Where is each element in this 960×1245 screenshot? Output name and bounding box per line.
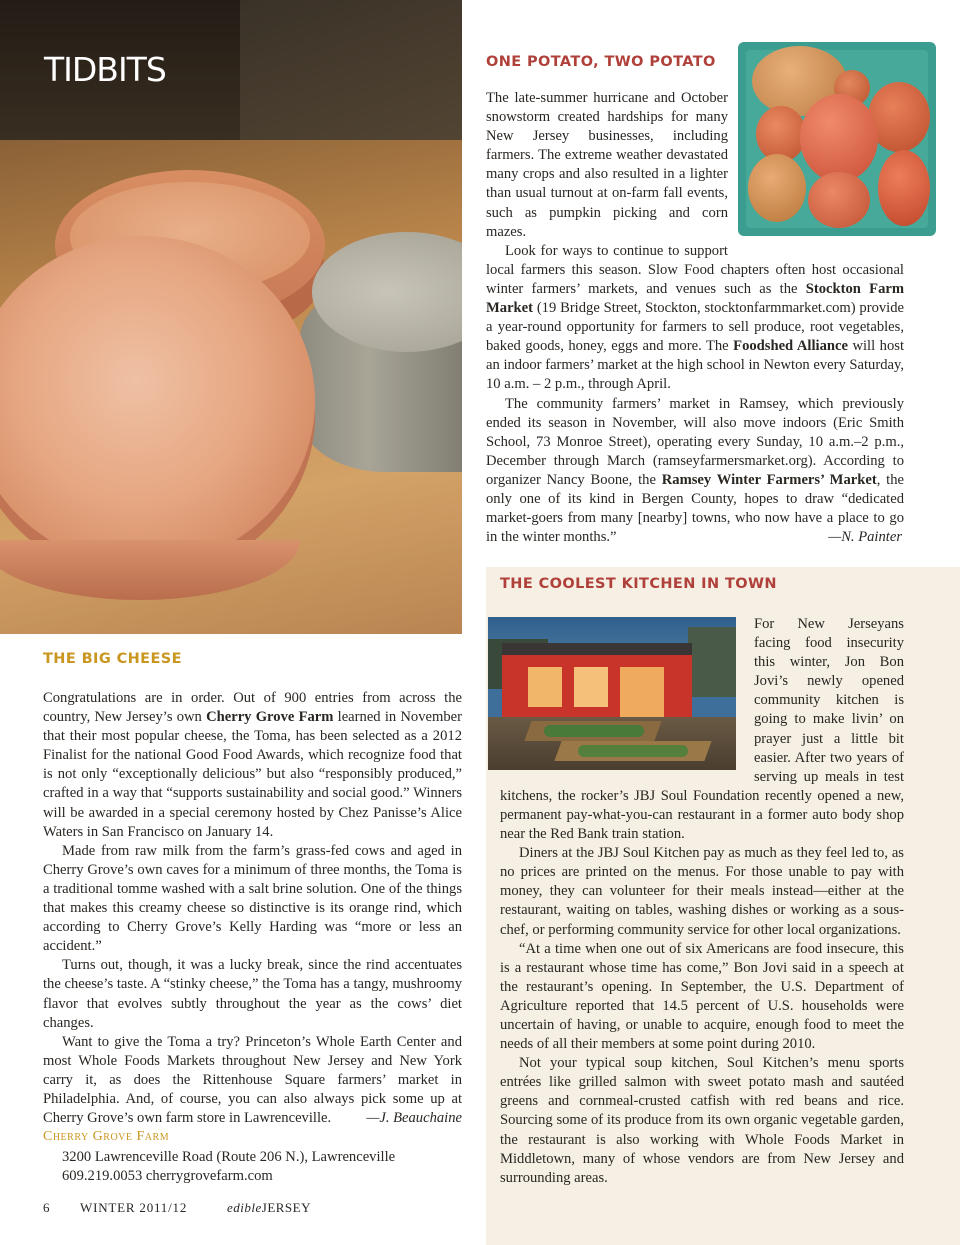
kitchen-heading: THE COOLEST KITCHEN IN TOWN xyxy=(500,576,777,592)
farm-address: 3200 Lawrenceville Road (Route 206 N.), Lawrenceville xyxy=(62,1149,396,1165)
potato-paragraph-1: The late-summer hurricane and October snowstorm created hardships for many New Jersey businesses, including farmers. The extreme weather devastated many crops and also resulted in a lighter than usual turnout at on-farm fall events, such as pumpkin picking and corn mazes. xyxy=(486,90,728,240)
ramsey-winter-market: Ramsey Winter Farmers’ Market xyxy=(661,471,877,488)
cheese-paragraph-4: Want to give the Toma a try? Princeton’s Whole Earth Center and most Whole Foods Markets throughout New Jersey and New York carry it, as does the Rittenhouse Square farmers’ market in Philadelphia. And, of course, you can also always pick some up at Cherry Grove’s own farm store in Lawrenceville. xyxy=(43,1033,462,1127)
kitchen-paragraph-4: Not your typical soup kitchen, Soul Kitchen’s menu sports entrées like grilled salmon with sweet potato mash and sautéed greens and cornmeal-crusted catfish with red beans and rice. Sourcing some of its produce from its own organic vegetable garden, the restaurant is also working with Whole Foods Market in Middletown, many of whose vendors are from New Jersey and surrounding areas. xyxy=(500,1055,904,1186)
issue-label: WINTER 2011/12 xyxy=(80,1200,188,1215)
potato-heading: ONE POTATO, TWO POTATO xyxy=(486,54,716,70)
cheese-paragraph-2: Made from raw milk from the farm’s grass-fed cows and aged in Cherry Grove’s own caves for a minimum of three months, the Toma is a traditional tomme washed with a salt brine solution. One of the things that makes this creamy cheese so distinctive is its orange rind, which according to Cherry Grove’s Kelly Harding was “more or less an accident.” xyxy=(43,842,462,955)
potato-paragraph-3: The community farmers’ market in Ramsey, which previously ended its season in November, will also move indoors (Eric Smith School, 73 Monroe Street), operating every Sunday, 10 a.m.–2 p.m., December through March (ramseyfarmersmarket.org). According to organizer Nancy Boone, the Ramsey Winter Farmers’ Market, the only one of its kind in Bergen County, hopes to draw “dedicated market-goers from many [nearby] towns, who now have a place to go in the winter months.” xyxy=(486,395,904,546)
cheese-article xyxy=(43,689,462,1128)
cheese-photo xyxy=(0,0,462,634)
foodshed-alliance: Foodshed Alliance xyxy=(733,338,848,355)
farm-name: Cherry Grove Farm xyxy=(43,1129,170,1144)
cheese-heading: THE BIG CHEESE xyxy=(43,651,182,667)
page-number: 6 xyxy=(43,1200,50,1215)
stockton-farm-market: Stockton Farm Market xyxy=(486,280,904,317)
kitchen-paragraph-2: Diners at the JBJ Soul Kitchen pay as much as they feel led to, as no prices are printed on the menus. For those unable to pay with money, they can volunteer for their meals instead—either at the restaurant, waiting on tables, washing dishes or working as a sous-chef, or performing community service for other local organizations. xyxy=(500,845,904,938)
cheese-signature: —J. Beauchaine xyxy=(360,1109,462,1128)
kitchen-paragraph-3: “At a time when one out of six Americans are food insecure, this is a restaurant whose time has come,” Bon Jovi said in a speech at the restaurant’s opening. In September, the U.S. Department of Agriculture reported that 14.5 percent of U.S. households were uncertain of having, or unable to acquire, enough food to meet the needs of all their members at some point during 2010. xyxy=(500,940,904,1053)
cheese-paragraph-1: Congratulations are in order. Out of 900 entries from across the country, New Jersey’s own Cherry Grove Farm learned in November that their most popular cheese, the Toma, has been selected as a 2012 Finalist for the national Good Food Awards, which recognize food that is not only “exceptionally delicious” but also “responsibly produced,” crafted in a way that “supports sustainability and social good.” Winners will be awarded in a special ceremony hosted by Chez Panisse’s Alice Waters in San Francisco on January 14. xyxy=(43,690,462,840)
potato-article xyxy=(486,89,904,547)
section-label: TIDBITS xyxy=(44,50,166,89)
farm-contact: 609.219.0053 cherrygrovefarm.com xyxy=(62,1168,273,1184)
kitchen-paragraph-1: For New Jerseyans facing food insecurity this winter, Jon Bon Jovi’s newly opened community kitchen is going to make livin’ on prayer just a little bit easier. After two years of serving up meals in test kitchens, the rocker’s JBJ Soul Foundation recently opened a new, permanent pay-what-you-can restaurant in a former auto body shop near the Red Bank train station. xyxy=(500,616,904,843)
kitchen-article xyxy=(500,615,904,1188)
potato-signature: —N. Painter xyxy=(822,528,902,547)
cherry-grove-farm-link: Cherry Grove Farm xyxy=(206,709,334,726)
cheese-paragraph-3: Turns out, though, it was a lucky break, since the rind accentuates the cheese’s taste. A “stinky cheese,” the Toma has a tangy, mushroomy flavor that evolves subtly throughout the year as the cows’ diet changes. xyxy=(43,957,462,1031)
brand-logo: edibleJERSEY xyxy=(227,1200,311,1215)
potato-paragraph-2: Look for ways to continue to support local farmers this season. Slow Food chapters often host occasional winter farmers’ markets, and venues such as the Stockton Farm Market (19 Bridge Street, Stockton, stocktonfarmmarket.com) provide a year-round opportunity for farmers to sell produce, root vegetables, baked goods, honey, eggs and more. The Foodshed Alliance will host an indoor farmers’ market at the high school in Newton every Saturday, 10 a.m. – 2 p.m., through April. xyxy=(486,242,904,393)
